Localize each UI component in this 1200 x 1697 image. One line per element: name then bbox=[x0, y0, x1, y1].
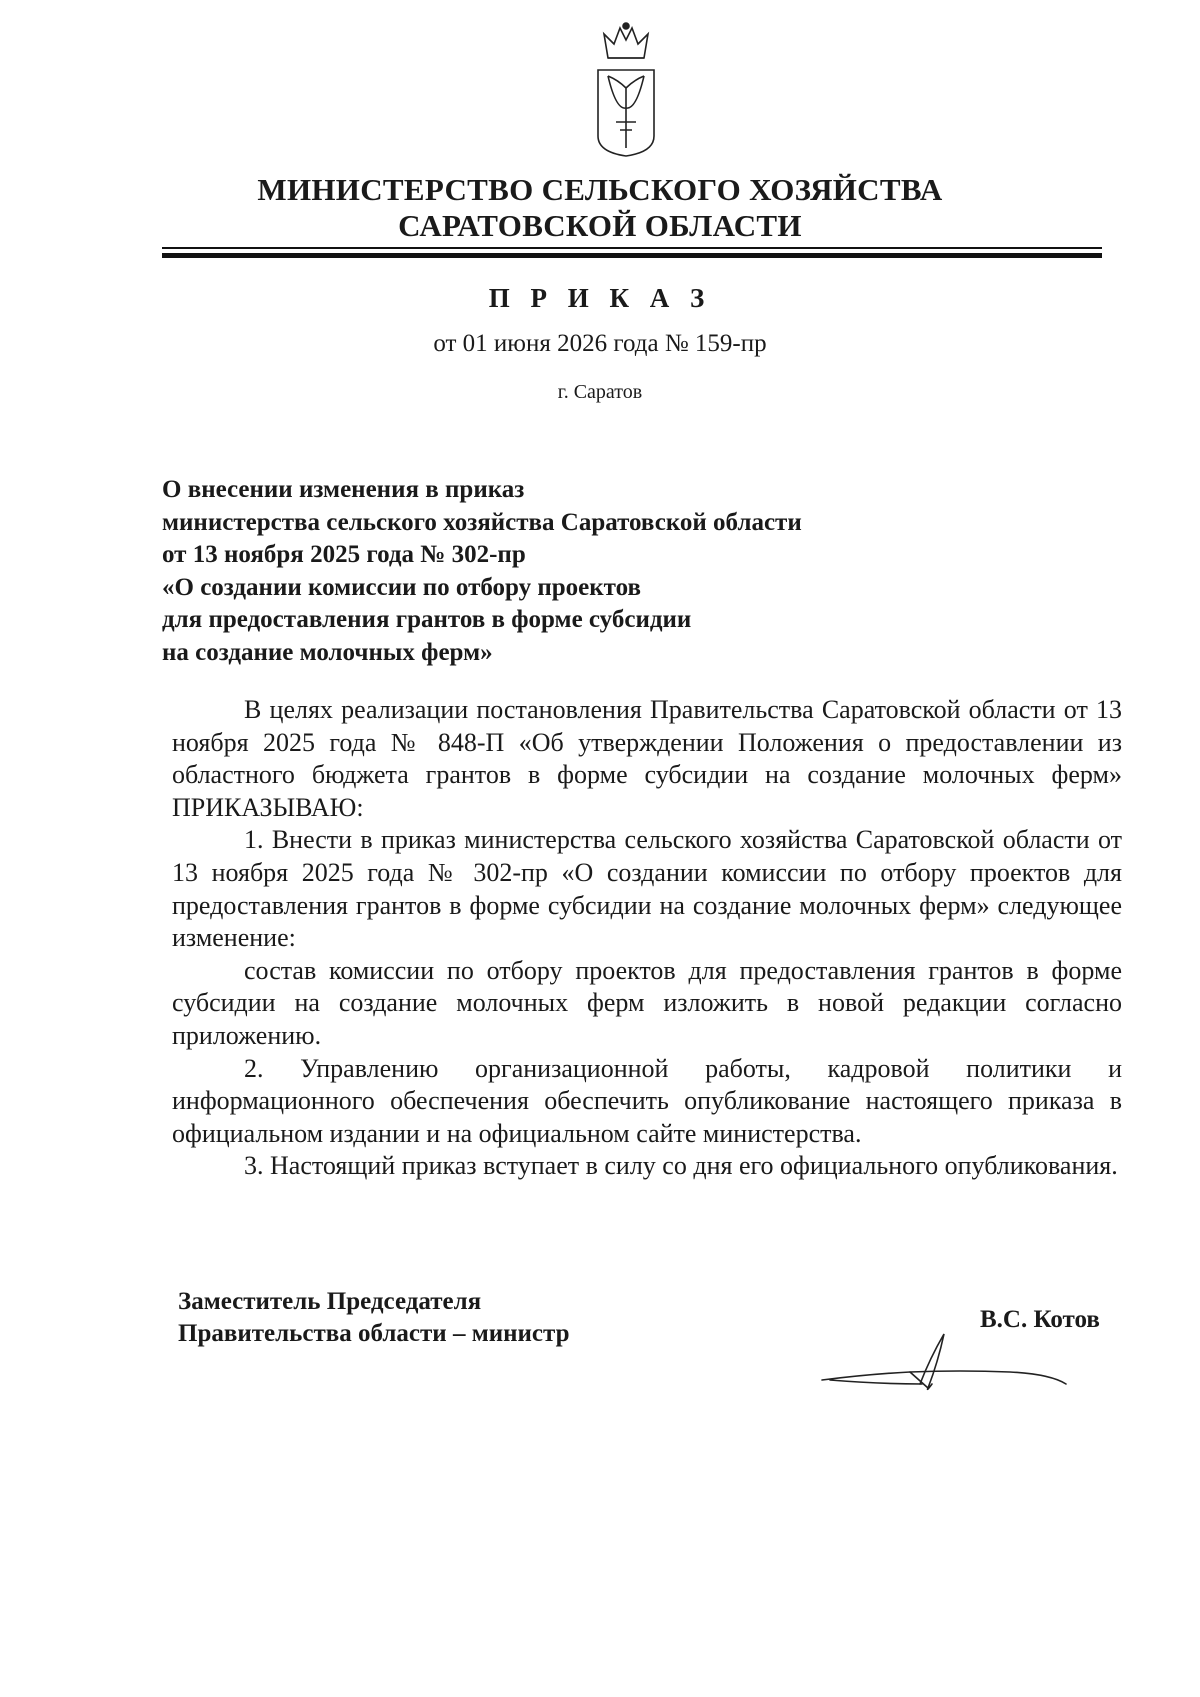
header-divider-thick bbox=[162, 253, 1102, 258]
organization-name-line2: САРАТОВСКОЙ ОБЛАСТИ bbox=[398, 208, 802, 243]
handwritten-signature-icon bbox=[810, 1328, 1070, 1408]
subject-line: от 13 ноября 2025 года № 302-пр bbox=[162, 541, 526, 568]
document-type: П Р И К А З bbox=[488, 283, 712, 313]
document-subject bbox=[162, 474, 922, 669]
signatory-position bbox=[178, 1286, 570, 1350]
body-paragraph-item-2: 2. Управлению организационной работы, кадровой политики и информационного обеспечения обеспечить опубликование настоящего приказа в официальном издании и на официальном сайте министерства. bbox=[172, 1053, 1122, 1148]
signatory-position-line1: Заместитель Председателя bbox=[178, 1288, 482, 1315]
signatory-name: В.С. Котов bbox=[980, 1306, 1100, 1333]
subject-line: О внесении изменения в приказ bbox=[162, 476, 525, 503]
body-paragraph-preamble: В целях реализации постановления Правительства Саратовской области от 13 ноября 2025 года № 848-П «Об утверждении Положения о предоставлении из областного бюджета грантов в форме субсидии на создание молочных ферм» ПРИКАЗЫВАЮ: bbox=[172, 695, 1122, 822]
document-city: г. Саратов bbox=[557, 381, 643, 403]
body-paragraph-item-1-text: состав комиссии по отбору проектов для предоставления грантов в форме субсидии на создание молочных ферм изложить в новой редакции согласно приложению. bbox=[172, 955, 1122, 1050]
body-paragraph-item-3: 3. Настоящий приказ вступает в силу со дня его официального опубликования. bbox=[244, 1151, 1118, 1181]
header-divider-thin bbox=[162, 247, 1102, 249]
subject-line: для предоставления грантов в форме субсидии bbox=[162, 606, 692, 633]
subject-line: «О создании комиссии по отбору проектов bbox=[162, 573, 642, 601]
body-paragraph-item-1: 1. Внести в приказ министерства сельского хозяйства Саратовской области от 13 ноября 2025 года № 302-пр «О создании комиссии по отбору проектов для предоставления грантов в форме субсидии на создание молочных ферм» следующее изменение: bbox=[172, 825, 1122, 953]
organization-name-line1: МИНИСТЕРСТВО СЕЛЬСКОГО ХОЗЯЙСТВА bbox=[257, 172, 943, 207]
subject-line: министерства сельского хозяйства Саратовской области bbox=[162, 508, 802, 536]
saratov-coat-of-arms-icon bbox=[594, 18, 658, 158]
signatory-position-line2: Правительства области – министр bbox=[178, 1320, 570, 1347]
document-body bbox=[172, 694, 1122, 1183]
document-date-number: от 01 июня 2026 года № 159-пр bbox=[433, 330, 767, 357]
subject-line: на создание молочных ферм» bbox=[162, 638, 493, 666]
